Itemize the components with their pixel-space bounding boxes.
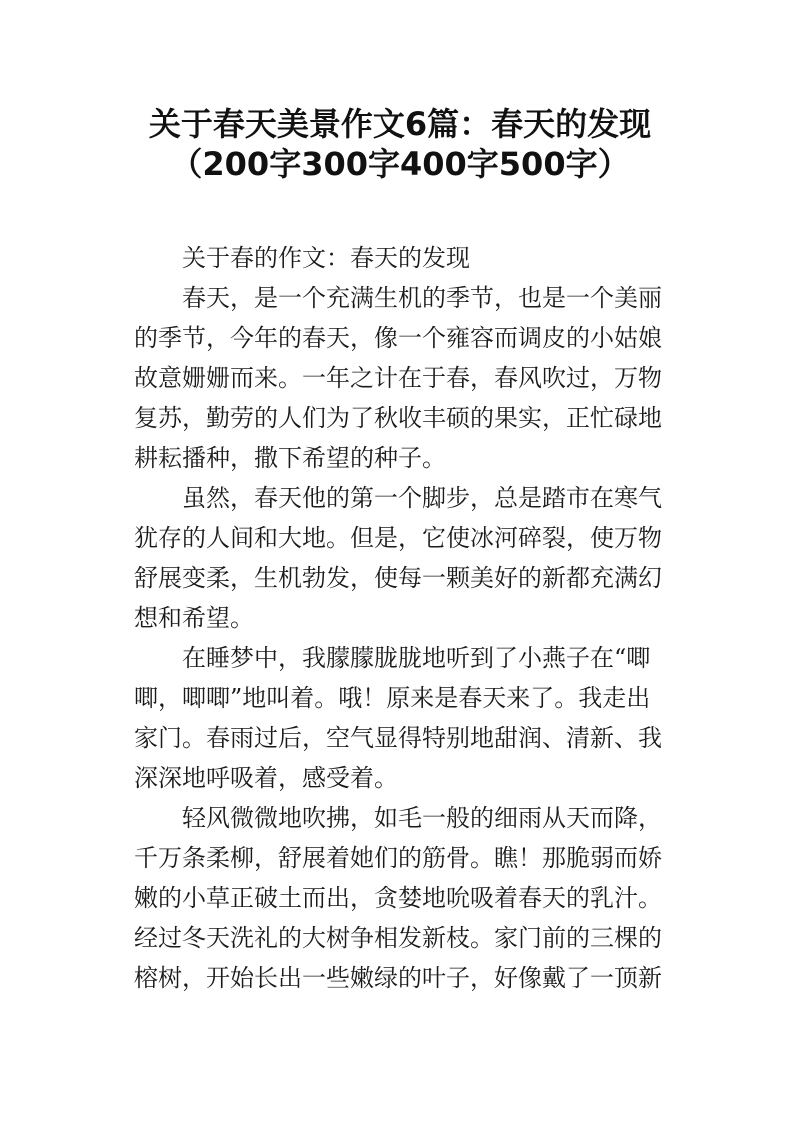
- document-body: [134, 238, 666, 998]
- document-title: 关于春天美景作文6篇：春天的发现: [148, 105, 652, 143]
- text-line: 榕树，开始长出一些嫩绿的叶子，好像戴了一顶新: [134, 964, 662, 992]
- text-line: 犹存的人间和大地。但是，它使冰河碎裂，使万物: [134, 524, 662, 552]
- text-line: 舒展变柔，生机勃发，使每一颗美好的新都充满幻: [134, 564, 662, 592]
- text-line: 深深地呼吸着，感受着。: [134, 764, 398, 792]
- text-line: 复苏，勤劳的人们为了秋收丰硕的果实，正忙碌地: [134, 404, 662, 432]
- text-line: 虽然，春天他的第一个脚步，总是踏市在寒气: [182, 484, 662, 512]
- document-subtitle: （200字300字400字500字）: [170, 145, 630, 183]
- text-line: 在睡梦中，我朦朦胧胧地听到了小燕子在“唧: [182, 644, 651, 672]
- text-line: 想和希望。: [134, 604, 254, 632]
- text-line: 春天，是一个充满生机的季节，也是一个美丽: [182, 284, 662, 312]
- text-line: 嫩的小草正破土而出，贪婪地吮吸着春天的乳汁。: [134, 884, 662, 912]
- text-line: 故意姗姗而来。一年之计在于春，春风吹过，万物: [134, 364, 662, 392]
- text-line: 轻风微微地吹拂，如毛一般的细雨从天而降，: [182, 804, 662, 832]
- text-line: 耕耘播种，撒下希望的种子。: [134, 444, 446, 472]
- text-line: 关于春的作文：春天的发现: [182, 244, 470, 272]
- text-line: 家门。春雨过后，空气显得特别地甜润、清新、我: [134, 724, 662, 752]
- text-line: 的季节，今年的春天，像一个雍容而调皮的小姑娘: [134, 324, 662, 352]
- text-line: 千万条柔柳，舒展着她们的筋骨。瞧！那脆弱而娇: [134, 844, 662, 872]
- text-line: 唧，唧唧”地叫着。哦！原来是春天来了。我走出: [134, 684, 651, 712]
- text-line: 经过冬天洗礼的大树争相发新枝。家门前的三棵的: [134, 924, 662, 952]
